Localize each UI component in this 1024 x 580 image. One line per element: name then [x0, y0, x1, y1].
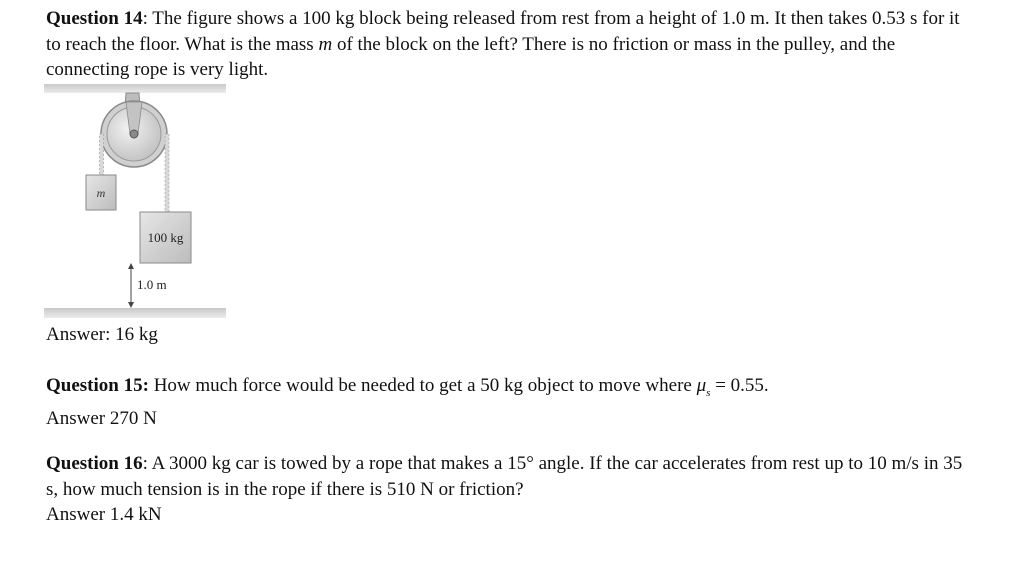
pulley-axle — [130, 130, 138, 138]
right-block-label: 100 kg — [147, 230, 184, 245]
atwood-machine-diagram — [44, 84, 228, 322]
question-15-label: Question 15: — [46, 375, 149, 396]
mu-subscript: s — [706, 386, 711, 399]
question-14-text-b: of the block on the left? There is no friction or mass in the pulley, and the connecting rope is very light. — [46, 33, 896, 80]
height-arrow-top — [128, 263, 134, 269]
question-16-answer: Answer 1.4 kN — [46, 504, 162, 525]
left-block-label: m — [96, 186, 106, 200]
rope-right — [165, 134, 169, 212]
degree-symbol: ° — [526, 453, 534, 474]
question-15-answer: Answer 270 N — [46, 408, 157, 430]
question-14-answer: Answer: 16 kg — [46, 324, 158, 345]
ceiling — [44, 84, 226, 93]
height-label: 1.0 m — [137, 277, 167, 292]
question-15-text-b: = 0.55. — [710, 375, 769, 396]
question-15-text-a: How much force would be needed to get a 50 kg object to move where — [148, 375, 697, 396]
pulley-figure — [44, 84, 228, 322]
question-14-label: Question 14 — [46, 8, 143, 29]
question-16-text-a: : A 3000 kg car is towed by a rope that makes a 15 — [142, 453, 527, 474]
question-16-text-b: angle. If the car accelerates from rest up to 10 m/s in 35 s, how much tension is in the rope if there is 510 N or friction? — [46, 453, 963, 500]
height-arrow-bottom — [128, 302, 134, 308]
question-14-text-a: : The figure shows a 100 kg block being released from rest from a height of 1.0 m. It then takes 0.53 s for it to reach the floor. What is the mass — [46, 8, 960, 55]
question-16-label: Question 16 — [46, 453, 143, 474]
question-15 — [46, 373, 976, 432]
floor — [44, 308, 226, 318]
mu-symbol: $\mu_s$ — [696, 375, 711, 399]
question-16 — [46, 451, 976, 528]
question-14 — [46, 6, 976, 83]
question-14-var-m: m — [318, 33, 333, 55]
